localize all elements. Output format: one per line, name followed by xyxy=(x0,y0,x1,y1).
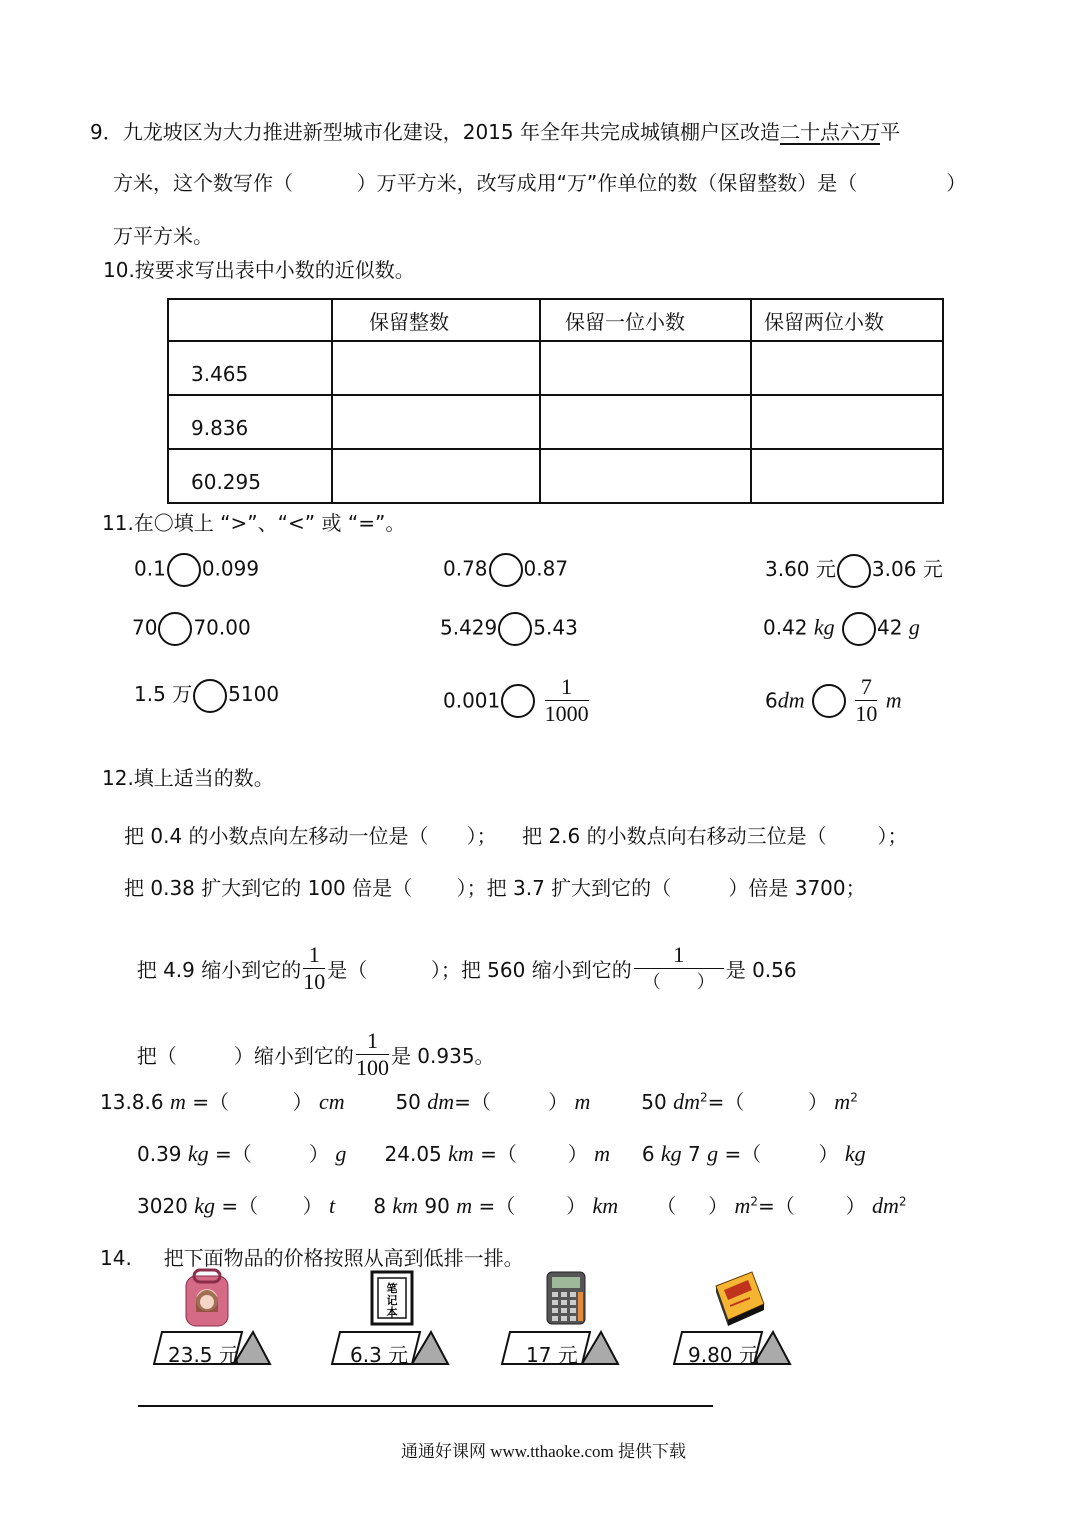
table-header-cell: 保留一位小数 xyxy=(540,299,751,341)
footer-text: 通通好课网 www.tthaoke.com 提供下载 xyxy=(400,1442,687,1461)
answer-circle[interactable] xyxy=(837,554,871,588)
compare-left: 0.78 xyxy=(443,556,488,581)
q12-line2: 把 0.38 扩大到它的 100 倍是（ ）；把 3.7 扩大到它的（ ）倍是 3700； xyxy=(124,876,866,900)
table-header-cell: 保留整数 xyxy=(332,299,540,341)
fraction: $\frac{1}{( )}$ xyxy=(634,942,724,995)
answer-cell[interactable] xyxy=(751,395,943,449)
answer-circle[interactable] xyxy=(812,684,846,718)
compare-item xyxy=(134,678,279,713)
approximation-table xyxy=(167,298,944,504)
price-label: 6.3 元 xyxy=(350,1343,409,1367)
notebook-icon xyxy=(370,1270,414,1326)
answer-circle[interactable] xyxy=(498,612,532,646)
q11-title: 11.在〇填上 “>”、“<” 或 “=”。 xyxy=(102,511,406,535)
compare-left: 5.429 xyxy=(440,615,498,640)
compare-item xyxy=(440,612,578,646)
answer-cell[interactable] xyxy=(540,449,751,503)
q13-row2: 0.39 kg =（ ） g 24.05 km =（ ） m 6 kg 7 g =（ ） kg xyxy=(137,1141,866,1166)
fraction: $\frac{1}{1000}$ xyxy=(544,674,589,726)
compare-item xyxy=(765,674,902,727)
svg-text:笔: 笔 xyxy=(386,1282,398,1295)
compare-right: 3.06 元 xyxy=(871,557,943,581)
compare-left: 0.001 xyxy=(443,688,501,713)
compare-right: 5100 xyxy=(228,682,280,706)
answer-circle[interactable] xyxy=(489,553,523,587)
table-row xyxy=(168,395,943,449)
answer-line[interactable] xyxy=(138,1405,713,1407)
fraction: $\frac{7}{10}$ xyxy=(855,674,878,726)
unit-g: g xyxy=(908,614,920,640)
q9-line1 xyxy=(90,116,900,145)
unit-m: m xyxy=(885,687,902,713)
answer-circle[interactable] xyxy=(501,684,535,718)
unit-kg: kg xyxy=(813,614,835,640)
q13-row3: 3020 kg =（ ） t 8 km 90 m =（ ） km （ ） $m^2=$（ ） $dm^2$ xyxy=(137,1193,907,1218)
calculator-icon xyxy=(543,1270,589,1326)
book-icon xyxy=(712,1268,768,1326)
fraction: $\frac{1}{100}$ xyxy=(355,1028,389,1080)
compare-left: 6 xyxy=(765,688,778,713)
q9-text-end: 平 xyxy=(879,120,900,144)
compare-item xyxy=(132,612,251,646)
answer-cell[interactable] xyxy=(540,341,751,395)
q12-title: 12.填上适当的数。 xyxy=(102,766,274,790)
compare-right: 0.099 xyxy=(201,556,260,581)
backpack-icon xyxy=(180,1268,234,1328)
answer-circle[interactable] xyxy=(167,553,201,587)
table-header-cell: 保留两位小数 xyxy=(751,299,943,341)
compare-item xyxy=(765,553,943,588)
q12-line4: 把（ ）缩小到它的 $\frac{1}{100}$ 是 0.935。 xyxy=(136,1028,495,1080)
compare-right: 5.43 xyxy=(533,615,578,640)
table-row xyxy=(168,341,943,395)
q13-row1: 13.8.6 m =（ ） cm 50 dm=（ ） m 50 $dm^2=$（ ） $m^2$ xyxy=(100,1089,858,1114)
answer-cell[interactable] xyxy=(751,341,943,395)
compare-item xyxy=(134,553,259,587)
answer-circle[interactable] xyxy=(158,612,192,646)
answer-circle[interactable] xyxy=(193,679,227,713)
compare-left: 3.60 元 xyxy=(765,557,836,581)
svg-text:本: 本 xyxy=(386,1306,398,1319)
compare-left: 0.1 xyxy=(134,556,166,581)
table-cell-number: 60.295 xyxy=(168,449,332,503)
q9-underlined-number: 二十点六万 xyxy=(779,120,880,144)
answer-circle[interactable] xyxy=(842,612,876,646)
q12-line3: 把 4.9 缩小到它的 $\frac{1}{10}$ 是（ ）；把 560 缩小到它的 $\frac{1}{( )}$ 是 0.56 xyxy=(136,942,797,994)
table-row xyxy=(168,449,943,503)
svg-text:记: 记 xyxy=(386,1294,398,1307)
table-cell-number: 3.465 xyxy=(168,341,332,395)
compare-right: 42 xyxy=(877,615,903,640)
unit-dm: dm xyxy=(777,687,805,713)
compare-right: 70.00 xyxy=(193,615,251,640)
compare-left: 1.5 万 xyxy=(134,682,193,706)
fraction: $\frac{1}{10}$ xyxy=(303,942,326,994)
answer-cell[interactable] xyxy=(751,449,943,503)
table-header-row xyxy=(168,299,943,341)
q9-line3: 万平方米。 xyxy=(113,224,213,248)
price-label: 23.5 元 xyxy=(168,1343,239,1367)
answer-cell[interactable] xyxy=(332,341,540,395)
q10-title: 10.按要求写出表中小数的近似数。 xyxy=(103,258,415,282)
answer-cell[interactable] xyxy=(332,449,540,503)
compare-item xyxy=(443,553,568,587)
compare-item xyxy=(443,674,591,727)
compare-left: 0.42 xyxy=(763,615,808,640)
price-label: 17 元 xyxy=(526,1343,578,1367)
q12-line1: 把 0.4 的小数点向左移动一位是（ ）； 把 2.6 的小数点向右移动三位是（ ）； xyxy=(124,824,908,848)
table-cell-number: 9.836 xyxy=(168,395,332,449)
price-label: 9.80 元 xyxy=(688,1343,759,1367)
answer-cell[interactable] xyxy=(332,395,540,449)
q9-text: 9．九龙坡区为大力推进新型城市化建设，2015 年全年共完成城镇棚户区改造 xyxy=(90,120,780,144)
q14-title: 14. 把下面物品的价格按照从高到低排一排。 xyxy=(100,1246,524,1270)
compare-item xyxy=(763,612,920,646)
compare-left: 70 xyxy=(132,615,158,640)
q9-line2: 方米，这个数写作（ ）万平方米，改写成用“万”作单位的数（保留整数）是（ ） xyxy=(113,171,967,195)
table-header-cell xyxy=(168,299,332,341)
answer-cell[interactable] xyxy=(540,395,751,449)
compare-right: 0.87 xyxy=(523,556,569,581)
